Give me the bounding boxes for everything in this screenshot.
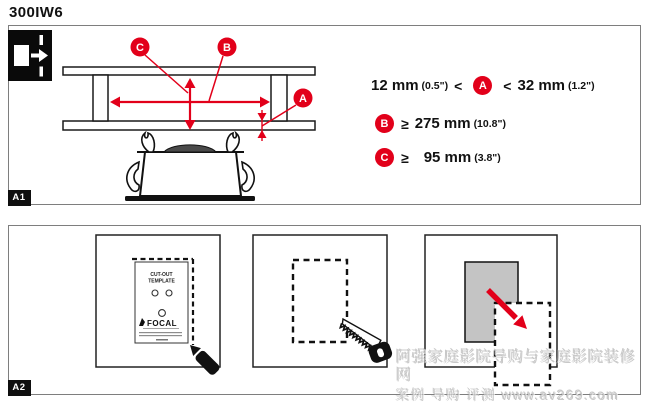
gte-sign: ≥ [401,149,409,166]
speaker-cross-section [125,133,255,201]
spec-c-imperial: (3.8") [474,151,501,164]
removed-position-dashed [495,303,550,385]
right-clamp-dog [227,133,240,152]
marker-c-badge [131,38,150,57]
step-3-remove-panel [425,235,557,385]
spec-line-b [375,114,506,133]
wall-left-stud [93,75,108,121]
right-clamp-hook [242,162,254,191]
left-clamp-hook [127,162,139,191]
panel-a2-label: A2 [8,380,31,396]
svg-text:TEMPLATE: TEMPLATE [148,278,175,285]
panel-a1 [8,25,641,205]
spec-a-max-imperial: (1.2") [568,79,595,92]
spec-b-value: 275 mm [414,115,471,132]
marker-a-badge-inline: A [473,76,492,95]
panel-a1-label: A1 [8,190,31,206]
marker-a-badge [294,89,313,108]
gte-sign: ≥ [401,115,409,132]
speaker-into-wall-icon [8,30,52,81]
marker-b-badge [218,38,237,57]
installation-steps-diagram [9,226,640,394]
marker-b-badge-inline: B [375,114,394,133]
svg-text:C: C [136,41,144,54]
page-title: 300IW6 [9,4,64,21]
spec-a-min: 12 mm [371,77,419,94]
dimension-c-arrow [185,78,196,130]
step-1-trace-template [96,235,221,376]
spec-line-a [371,76,595,95]
spec-line-c [375,148,501,167]
panel-a2 [8,225,641,395]
watermark-line1: 阿强家庭影院导购与家庭影院装修网 [396,349,637,384]
svg-text:FOCAL: FOCAL [147,319,178,328]
spec-c-value: 95 mm [423,149,472,166]
wall-right-stud [271,75,287,121]
wall-top-board [63,67,315,75]
step-2-saw-cutout [253,235,399,371]
svg-text:CUT-OUT: CUT-OUT [150,272,173,278]
svg-text:A: A [299,92,307,105]
speaker-flange [125,196,255,201]
marker-c-badge-inline: C [375,148,394,167]
spec-a-min-imperial: (0.5") [421,79,449,92]
cutout-template-sheet [135,262,188,343]
spec-b-imperial: (10.8") [473,117,506,130]
left-clamp-dog [142,133,155,152]
svg-text:B: B [223,41,231,54]
wall-cross-section-diagram [9,26,640,204]
less-than-sign: < [503,77,512,94]
watermark-line2: 案例 导购 评测 www.av269.com [396,387,620,403]
spec-a-max: 32 mm [517,77,566,94]
less-than-sign: < [454,77,463,94]
